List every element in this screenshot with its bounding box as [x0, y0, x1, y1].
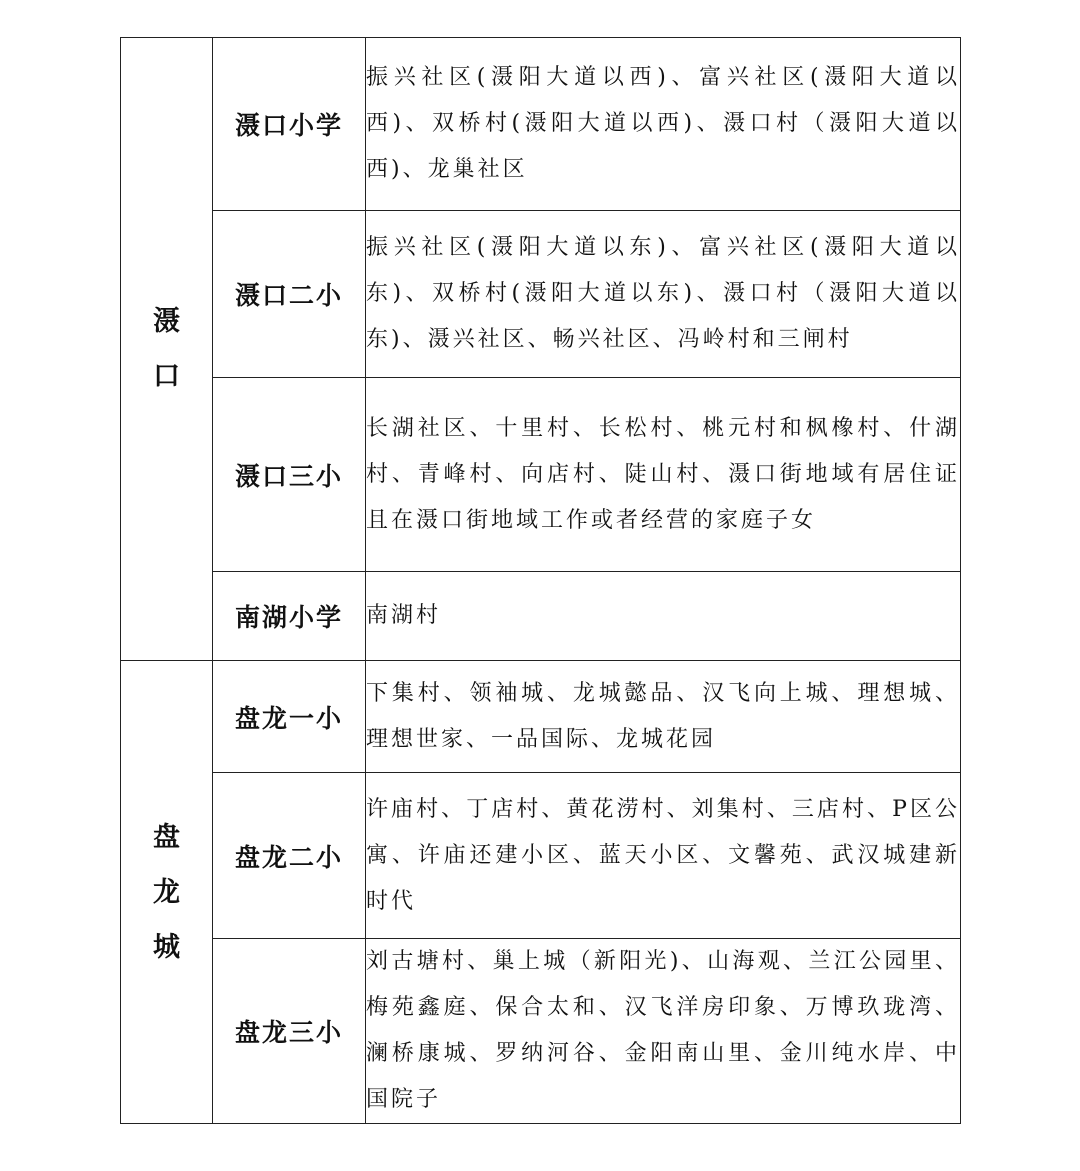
table-row	[121, 211, 961, 378]
school-district-table	[120, 37, 961, 1124]
school-name: 南湖小学	[213, 572, 366, 661]
district-name: 滠口	[153, 306, 180, 392]
table-row	[121, 773, 961, 939]
enrollment-area: 南湖村	[366, 572, 961, 661]
district-cell	[121, 38, 213, 661]
school-name: 盘龙三小	[213, 939, 366, 1124]
district-name: 盘龙城	[153, 821, 180, 963]
table-row	[121, 939, 961, 1124]
table-row	[121, 38, 961, 211]
table-row	[121, 378, 961, 572]
enrollment-area: 许庙村、丁店村、黄花涝村、刘集村、三店村、P区公寓、许庙还建小区、蓝天小区、文馨苑、武汉城建新时代	[366, 773, 961, 939]
school-name: 滠口二小	[213, 211, 366, 378]
school-name: 滠口三小	[213, 378, 366, 572]
enrollment-area: 振兴社区(滠阳大道以东)、富兴社区(滠阳大道以东)、双桥村(滠阳大道以东)、滠口村（滠阳大道以东)、滠兴社区、畅兴社区、冯岭村和三闸村	[366, 211, 961, 378]
school-name: 滠口小学	[213, 38, 366, 211]
school-name: 盘龙一小	[213, 661, 366, 773]
enrollment-area: 刘古塘村、巢上城（新阳光)、山海观、兰江公园里、梅苑鑫庭、保合太和、汉飞洋房印象、万博玖珑湾、澜桥康城、罗纳河谷、金阳南山里、金川纯水岸、中国院子	[366, 939, 961, 1124]
enrollment-area: 振兴社区(滠阳大道以西)、富兴社区(滠阳大道以西)、双桥村(滠阳大道以西)、滠口村（滠阳大道以西)、龙巢社区	[366, 38, 961, 211]
table-row	[121, 572, 961, 661]
enrollment-area: 长湖社区、十里村、长松村、桃元村和枫橡村、什湖村、青峰村、向店村、陡山村、滠口街地域有居住证且在滠口街地域工作或者经营的家庭子女	[366, 378, 961, 572]
enrollment-area: 下集村、领袖城、龙城懿品、汉飞向上城、理想城、理想世家、一品国际、龙城花园	[366, 661, 961, 773]
district-cell	[121, 661, 213, 1124]
table-row	[121, 661, 961, 773]
school-name: 盘龙二小	[213, 773, 366, 939]
